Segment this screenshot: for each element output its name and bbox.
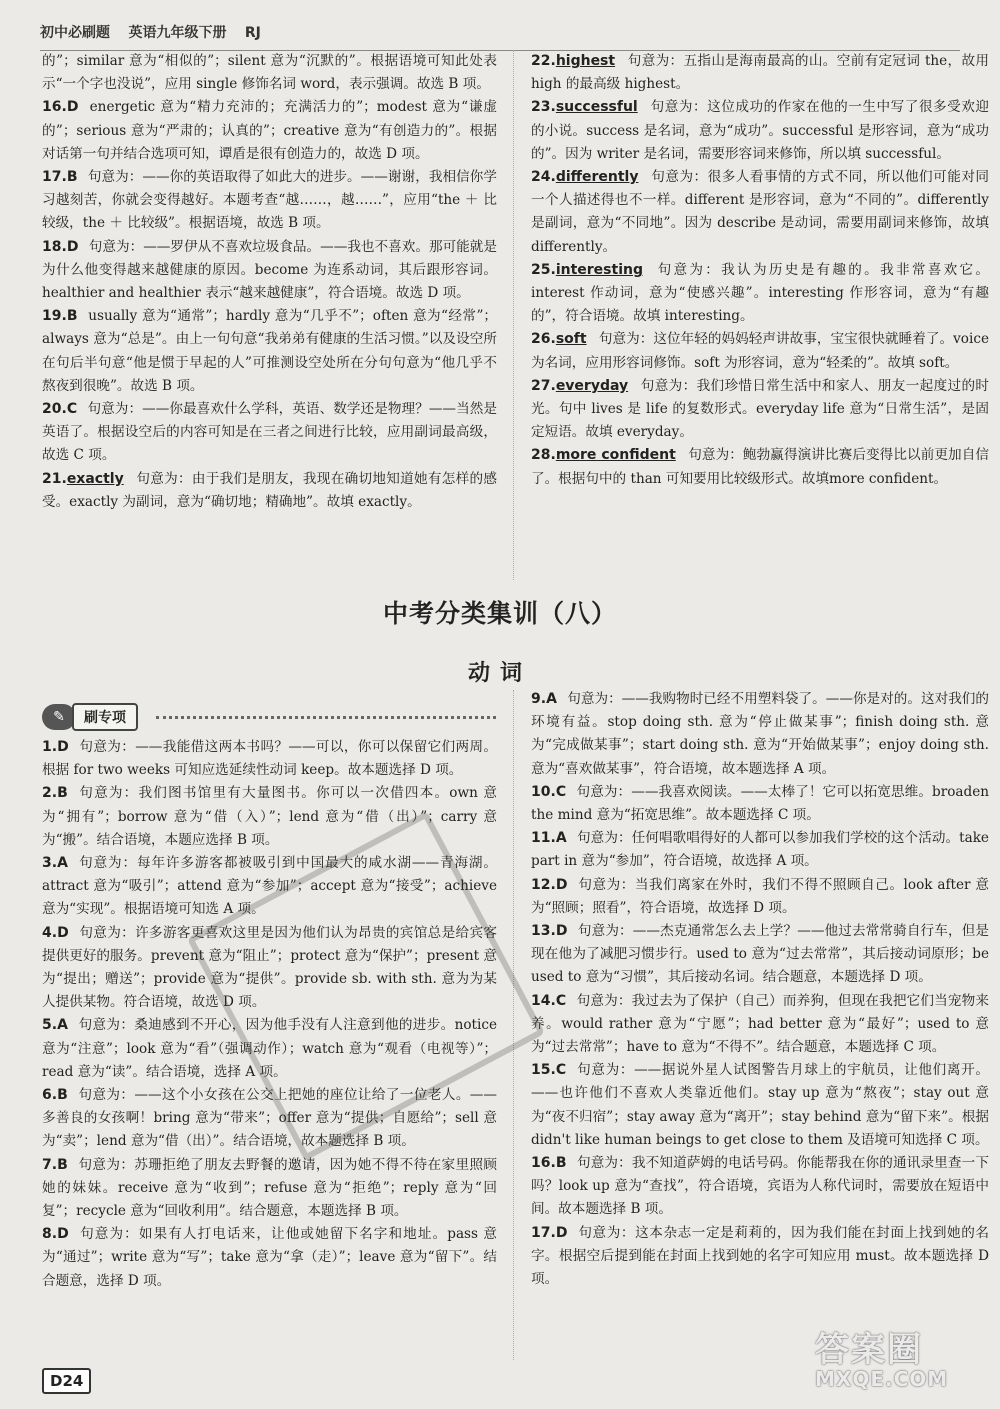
item-answer: A bbox=[546, 691, 557, 707]
item-number: 2. bbox=[42, 785, 58, 802]
item-number: 18. bbox=[42, 238, 67, 255]
item-number: 25. bbox=[531, 261, 556, 278]
item-answer: highest bbox=[555, 53, 616, 69]
answer-item bbox=[42, 736, 497, 782]
item-answer: interesting bbox=[555, 261, 643, 278]
item-number: 10. bbox=[531, 783, 556, 800]
answer-item bbox=[531, 1152, 989, 1222]
item-explanation: 句意为：——据说外星人试图警告月球上的宇航员，让他们离开。——也许他们不喜欢人类靠近他们。stay up 意为“熬夜”；stay out 意为“夜不归宿”；stay away 意为“离开”；stay behind 意为“留下来”。根据 didn't like human beings to get close to them 及语境可知选择 C 项。 bbox=[531, 1062, 989, 1148]
item-answer: C bbox=[555, 783, 567, 800]
item-answer: B bbox=[66, 308, 78, 325]
item-explanation: 句意为：——我能借这两本书吗？——可以，你可以保留它们两周。根据 for two weeks 可知应选延续性动词 keep。故本题选择 D 项。 bbox=[42, 739, 497, 779]
item-explanation: 句意为：很多人看事情的方式不同，所以他们可能对同一个人描述得也不一样。different 是形容词，意为“不同的”。differently 是副词，意为“不同地”。因为 describe 是动词，需要用副词来修饰，故填 differently。 bbox=[531, 169, 989, 255]
item-explanation: 句意为：每年许多游客都被吸引到中国最大的咸水湖——青海湖。attract 意为“吸引”；attend 意为“参加”；accept 意为“接受”；achieve 意为“实现”。根据语境可知选 A 项。 bbox=[42, 855, 497, 918]
item-number: 19. bbox=[42, 308, 67, 325]
header-edition: RJ bbox=[244, 25, 261, 41]
item-answer: B bbox=[555, 1155, 567, 1172]
item-answer: B bbox=[57, 1156, 68, 1173]
item-explanation: 句意为：——我购物时已经不用塑料袋了。——你是对的。这对我们的环境有益。stop doing sth. 意为“停止做某事”；finish doing sth. 意为“完成做某事”；start doing sth. 意为“开始做某事”；enjoy doing sth. 意为“喜欢做某事”，符合语境，故本题选择 A 项。 bbox=[531, 691, 990, 777]
item-answer: B bbox=[57, 785, 68, 802]
item-answer: B bbox=[57, 1087, 68, 1104]
item-answer: differently bbox=[555, 169, 639, 186]
item-explanation: 句意为：桑迪感到不开心，因为他手没有人注意到他的进步。notice 意为“注意”；look 意为“看”（强调动作）；watch 意为“观看（电视等）”；read 意为“读”。结合语境，选择 A 项。 bbox=[42, 1017, 497, 1080]
item-answer: D bbox=[66, 238, 79, 255]
item-explanation: 句意为：这本杂志一定是莉莉的，因为我们能在封面上找到她的名字。根据空后提到能在封面上找到她的名字可知应用 must。故本题选择 D 项。 bbox=[531, 1224, 990, 1288]
item-number: 11. bbox=[531, 830, 556, 847]
item-number: 13. bbox=[531, 923, 556, 940]
item-explanation: 句意为：鲍勃赢得演讲比赛后变得比以前更加自信了。根据句中的 than 可知要用比较级形式。故填more confident。 bbox=[531, 447, 989, 487]
item-number: 5. bbox=[42, 1017, 58, 1034]
item-number: 1. bbox=[42, 739, 58, 755]
item-explanation: 句意为：——罗伊从不喜欢垃圾食品。——我也不喜欢。那可能就是为什么他变得越来越健康的原因。become 为连系动词，其后跟形容词。healthier and healthier 表示“越来越健康”，符合语境。故选 D 项。 bbox=[42, 238, 497, 302]
section-subtitle: 动词 bbox=[467, 661, 532, 686]
answer-item bbox=[531, 444, 989, 490]
answer-item bbox=[531, 990, 989, 1060]
item-answer: C bbox=[555, 1062, 567, 1079]
item-answer: D bbox=[555, 923, 568, 940]
site-watermark bbox=[815, 1322, 985, 1398]
item-number: 23. bbox=[531, 99, 556, 116]
answer-item bbox=[531, 166, 989, 259]
top-right-column bbox=[531, 50, 989, 491]
item-number: 26. bbox=[531, 331, 556, 348]
answer-item bbox=[42, 1154, 497, 1224]
item-answer: D bbox=[57, 739, 69, 755]
item-answer: soft bbox=[555, 331, 587, 348]
answer-item bbox=[531, 688, 989, 781]
answer-item bbox=[42, 1223, 497, 1293]
item-number: 4. bbox=[42, 924, 58, 941]
item-answer: successful bbox=[555, 99, 638, 116]
item-number: 27. bbox=[531, 377, 556, 394]
item-explanation: 句意为：这位年轻的妈妈轻声讲故事，宝宝很快就睡着了。voice 为名词，应用形容词修饰。soft 为形容词，意为“轻柔的”。故填 soft。 bbox=[531, 331, 989, 371]
item-number: 16. bbox=[531, 1155, 556, 1172]
answer-item bbox=[531, 375, 989, 445]
header-series: 初中必刷题 bbox=[40, 25, 110, 41]
item-number: 12. bbox=[531, 876, 556, 893]
item-number: 8. bbox=[42, 1226, 58, 1243]
item-explanation: 句意为：由于我们是朋友，我现在确切地知道她有怎样的感受。exactly 为副词，意为“确切地；精确地”。故填 exactly。 bbox=[42, 470, 498, 510]
item-explanation: usually 意为“通常”；hardly 意为“几乎不”；often 意为“经常”；always 意为“总是”。由上一句句意“我弟弟有健康的生活习惯。”以及设空所在句后半句意“他是惯于早起的人”可推测设空处所在分句句意为“他几乎不熬夜到很晚”。故选 B 项。 bbox=[42, 308, 497, 394]
answer-item bbox=[531, 781, 989, 827]
item-answer: B bbox=[66, 169, 78, 186]
item-answer: D bbox=[57, 1226, 69, 1243]
practice-badge bbox=[42, 704, 150, 730]
item-explanation: 句意为：这位成功的作家在他的一生中写了很多受欢迎的小说。success 是名词，意为“成功”。successful 是形容词，意为“成功的”。因为 writer 是名词，需要形容词来修饰，所以填 successful。 bbox=[531, 99, 990, 162]
item-number: 3. bbox=[42, 855, 58, 872]
item-number: 22. bbox=[531, 53, 556, 69]
item-explanation: 句意为：当我们离家在外时，我们不得不照顾自己。look after 意为“照顾；照看”，符合语境，故选择 D 项。 bbox=[531, 876, 989, 916]
item-explanation: 句意为：五指山是海南最高的山。空前有定冠词 the，故用 high 的最高级 highest。 bbox=[531, 53, 989, 93]
header-subject: 英语九年级下册 bbox=[128, 25, 227, 41]
page-number: D24 bbox=[42, 1368, 91, 1394]
item-number: 17. bbox=[531, 1224, 556, 1241]
item-answer: A bbox=[57, 1017, 68, 1034]
answer-item bbox=[42, 468, 497, 514]
answer-item bbox=[42, 96, 497, 166]
item-explanation: 句意为：任何唱歌唱得好的人都可以参加我们学校的这个活动。take part in 意为“参加”，符合语境，故选择 A 项。 bbox=[531, 830, 989, 870]
answer-item bbox=[531, 1222, 989, 1292]
item-answer: D bbox=[57, 924, 69, 941]
item-answer: C bbox=[555, 992, 567, 1009]
answer-item bbox=[531, 827, 989, 873]
item-answer: everyday bbox=[555, 377, 629, 394]
item-number: 21. bbox=[42, 470, 67, 487]
answer-item bbox=[531, 1059, 989, 1152]
answer-item bbox=[42, 236, 497, 306]
column-divider bbox=[513, 50, 514, 580]
item-explanation: 句意为：许多游客更喜欢这里是因为他们认为昂贵的宾馆总是给宾客提供更好的服务。prevent 意为“阻止”；protect 意为“保护”；present 意为“提出；赠送”；provide 意为“提供”。provide sb. with sth. 意为为某人提供某物。符合语境，故选 D 项。 bbox=[42, 924, 498, 1011]
item-explanation: 句意为：——你最喜欢什么学科，英语、数学还是物理？——当然是英语了。根据设空后的内容可知是在三者之间进行比较，应用副词最高级，故选 C 项。 bbox=[42, 401, 497, 464]
item-number: 17. bbox=[42, 169, 67, 186]
item-number: 6. bbox=[42, 1087, 58, 1104]
item-answer: A bbox=[57, 855, 68, 872]
item-answer: exactly bbox=[66, 470, 124, 487]
item-number: 28. bbox=[531, 447, 556, 464]
item-explanation: energetic 意为“精力充沛的；充满活力的”；modest 意为“谦虚的”；serious 意为“严肃的；认真的”；creative 意为“有创造力的”。根据对话第一句并结合选项可知，谭盾是很有创造力的，故选 D 项。 bbox=[42, 99, 498, 162]
item-number: 7. bbox=[42, 1156, 58, 1173]
item-explanation: 句意为：我不知道萨姆的电话号码。你能帮我在你的通讯录里查一下吗？look up 意为“查找”，符合语境，宾语为人称代词时，需要放在短语中间。故本题选择 B 项。 bbox=[531, 1155, 989, 1218]
item-explanation: 句意为：——你的英语取得了如此大的进步。——谢谢，我相信你学习越刻苦，你就会变得越好。本题考查“越……，越……”，应用“the ＋ 比较级，the ＋ 比较级”。根据语境，故选 B 项。 bbox=[42, 169, 497, 232]
item-explanation: 句意为：我们图书馆里有大量图书。你可以一次借四本。own 意为“拥有”；borrow 意为“借（入）”；lend 意为“借（出）”；carry 意为“搬”。结合语境，本题应选择 B 项。 bbox=[42, 785, 497, 848]
item-explanation: 句意为：我过去为了保护（自己）而养狗，但现在我把它们当宠物来养。would rather 意为“宁愿”；had better 意为“最好”；used to 意为“过去常常”；have to 意为“不得不”。结合题意，本题选择 C 项。 bbox=[531, 992, 989, 1056]
item-answer: D bbox=[555, 1224, 568, 1241]
answer-item bbox=[531, 328, 989, 374]
answer-item bbox=[531, 50, 989, 96]
dotted-rule bbox=[156, 716, 496, 719]
item-number: 14. bbox=[531, 992, 556, 1009]
item-answer: more confident bbox=[555, 447, 676, 464]
answer-item bbox=[42, 50, 497, 96]
item-answer: D bbox=[555, 876, 568, 893]
answer-item bbox=[531, 874, 989, 920]
section-title: 中考分类集训（八） bbox=[382, 599, 617, 628]
bottom-right-column bbox=[531, 688, 989, 1291]
top-left-column bbox=[42, 50, 497, 514]
item-answer: A bbox=[555, 830, 567, 847]
watermark-line1: 答案圈 bbox=[815, 1330, 923, 1370]
answer-item bbox=[42, 305, 497, 398]
item-number: 20. bbox=[42, 401, 67, 418]
pen-icon: ✎ bbox=[42, 704, 76, 730]
item-answer: D bbox=[66, 99, 79, 116]
item-number: 16. bbox=[42, 99, 67, 116]
item-explanation: 句意为：——杰克通常怎么去上学？——他过去常常骑自行车，但是现在他为了减肥习惯步行。used to 意为“过去常常”，其后接动词原形；be used to 意为“习惯”，其后接动名词。结合题意，本题选择 D 项。 bbox=[531, 923, 990, 986]
item-explanation: 的”；similar 意为“相似的”；silent 意为“沉默的”。根据语境可知此处表示“一个字也没说”，应用 single 修饰名词 word，表示强调。故选 B 项。 bbox=[42, 53, 497, 93]
item-explanation: 句意为：——我喜欢阅读。——太棒了！它可以拓宽思维。broaden the mind 意为“拓宽思维”。故本题选择 C 项。 bbox=[531, 783, 989, 824]
answer-item bbox=[531, 96, 989, 166]
item-number: 15. bbox=[531, 1062, 556, 1079]
item-answer: C bbox=[66, 401, 78, 418]
answer-item bbox=[531, 259, 989, 329]
answer-item bbox=[531, 920, 989, 990]
item-explanation: 句意为：苏珊拒绝了朋友去野餐的邀请，因为她不得不待在家里照顾她的妹妹。receive 意为“收到”；refuse 意为“拒绝”；reply 意为“回复”；recycle 意为“回收利用”。结合题意，本题选择 B 项。 bbox=[42, 1156, 498, 1220]
item-explanation: 句意为：——这个小女孩在公交上把她的座位让给了一位老人。——多善良的女孩啊！bring 意为“带来”；offer 意为“提供；自愿给”；sell 意为“卖”；lend 意为“借（出）”。结合语境，故本题选择 B 项。 bbox=[42, 1087, 497, 1150]
item-number: 9. bbox=[531, 691, 547, 707]
badge-label: 刷专项 bbox=[72, 703, 138, 731]
item-explanation: 句意为：如果有人打电话来，让他或她留下名字和地址。pass 意为“通过”；write 意为“写”；take 意为“拿（走）”；leave 意为“留下”。结合题意，选择 D 项。 bbox=[42, 1226, 498, 1289]
answer-item bbox=[42, 166, 497, 236]
answer-item bbox=[42, 398, 497, 468]
item-explanation: 句意为：我们珍惜日常生活中和家人、朋友一起度过的时光。句中 lives 是 life 的复数形式。everyday life 意为“日常生活”，是固定短语。故填 everyday。 bbox=[531, 377, 989, 441]
item-explanation: 句意为：我认为历史是有趣的。我非常喜欢它。interest 作动词，意为“使感兴趣”。interesting 作形容词，意为“有趣的”，符合语境。故填 interesting。 bbox=[531, 261, 989, 325]
page-header bbox=[40, 22, 960, 51]
item-number: 24. bbox=[531, 169, 556, 186]
watermark-line2: MXQE.COM bbox=[815, 1367, 949, 1391]
